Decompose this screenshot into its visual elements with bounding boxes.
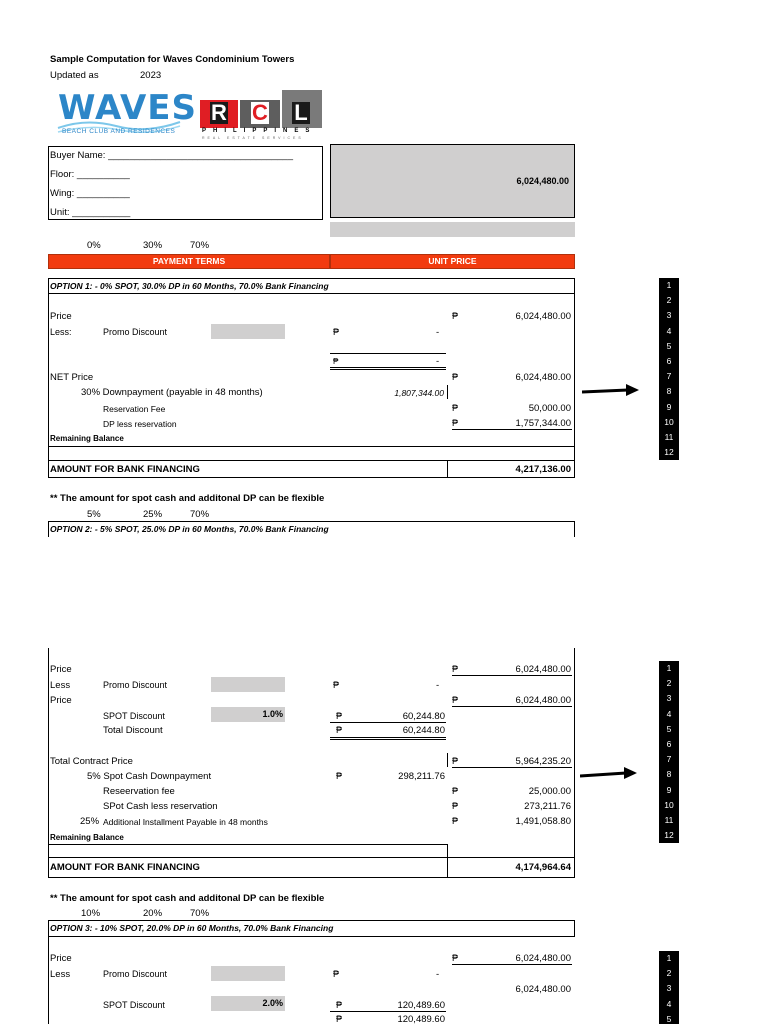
option3-title: OPTION 3: - 10% SPOT, 20.0% DP in 60 Months, 70.0% Bank Financing <box>50 923 334 933</box>
peso-icon: ₱ <box>452 953 459 963</box>
row-number: 10 <box>664 416 674 427</box>
opt2-note: ** The amount for spot cash and additonal DP can be flexible <box>50 893 325 904</box>
opt2-res-label: Reseervation fee <box>103 786 175 797</box>
opt2-price2-value: 6,024,480.00 <box>515 695 571 706</box>
waves-wordmark: WAVES <box>58 88 198 128</box>
waves-tagline: BEACH CLUB AND RESIDENCES <box>62 128 176 135</box>
row-number: 8 <box>666 386 672 397</box>
opt1-pct-spot: 0% <box>87 240 101 251</box>
row-number: 3 <box>666 983 672 994</box>
updated-year: 2023 <box>140 70 162 81</box>
opt2-pct-bank: 70% <box>190 509 210 520</box>
opt1-price-label: Price <box>50 311 72 322</box>
row-number: 2 <box>666 678 672 689</box>
waves-logo <box>56 88 198 140</box>
buyer-floor-field[interactable]: Floor: __________ <box>50 169 130 180</box>
row-number: 10 <box>664 799 674 810</box>
row-number: 1 <box>666 663 672 673</box>
row-number: 6 <box>666 355 672 366</box>
opt3-promo-value: - <box>436 969 440 980</box>
peso-icon: ₱ <box>452 801 459 811</box>
row-number-column <box>659 278 679 460</box>
row-number: 2 <box>666 295 672 306</box>
opt1-bank-label: AMOUNT FOR BANK FINANCING <box>50 464 200 475</box>
opt1-less-label: Less: <box>50 327 72 337</box>
row-number: 5 <box>666 340 672 351</box>
row-number: 1 <box>666 280 672 290</box>
peso-icon: ₱ <box>333 969 340 979</box>
opt2-bank-value: 4,174,964.64 <box>515 862 571 873</box>
row-number: 3 <box>666 310 672 321</box>
opt3-spot-label: SPOT Discount <box>103 1000 165 1010</box>
row-number: 4 <box>666 708 672 719</box>
peso-icon: ₱ <box>333 357 339 366</box>
opt3-pct-bank: 70% <box>190 908 210 919</box>
option2-title: OPTION 2: - 5% SPOT, 25.0% DP in 60 Months, 70.0% Bank Financing <box>50 524 329 534</box>
opt2-pct-spot: 5% <box>87 509 101 520</box>
opt2-spot-dp-value: 298,211.76 <box>398 771 445 782</box>
opt1-res-value: 50,000.00 <box>528 403 571 414</box>
row-number: 11 <box>664 431 674 442</box>
opt2-total-disc-label: Total Discount <box>103 725 163 736</box>
opt2-tcp-label: Total Contract Price <box>50 756 133 767</box>
peso-icon: ₱ <box>452 664 459 674</box>
opt3-promo-label: Promo Discount <box>103 969 168 979</box>
opt2-add-pct: 25% <box>80 816 100 827</box>
opt2-remaining-label: Remaining Balance <box>50 833 124 842</box>
opt3-spot-pct[interactable]: 2.0% <box>211 996 285 1011</box>
arrow-right-icon <box>582 383 640 399</box>
peso-icon: ₱ <box>452 756 459 766</box>
peso-icon: ₱ <box>336 1014 343 1024</box>
row-number: 12 <box>664 830 674 841</box>
opt2-tcp-value: 5,964,235.20 <box>515 756 571 767</box>
row-number: 9 <box>666 401 672 412</box>
opt1-subtotal: - <box>436 356 440 367</box>
opt2-promo-value: - <box>436 680 440 691</box>
opt2-pct-dp: 25% <box>143 509 163 520</box>
rcl-tagline-2: REAL ESTATE SERVICES <box>202 136 304 140</box>
opt1-dp-label: 30% Downpayment (payable in 48 months) <box>81 387 263 398</box>
row-number: 4 <box>666 998 672 1009</box>
opt2-spot-dp-label: 5% Spot Cash Downpayment <box>87 771 212 782</box>
row-number-column <box>659 951 679 1024</box>
row-number: 9 <box>666 784 672 795</box>
peso-icon: ₱ <box>336 771 343 781</box>
opt2-promo-input[interactable] <box>211 677 285 692</box>
opt1-dpless-label: DP less reservation <box>103 419 177 429</box>
opt1-net-value: 6,024,480.00 <box>515 372 571 383</box>
header-unit-price: UNIT PRICE <box>330 254 575 269</box>
peso-icon: ₱ <box>336 711 343 721</box>
peso-icon: ₱ <box>336 725 343 735</box>
header-payment-terms: PAYMENT TERMS <box>48 254 330 269</box>
opt2-less-label: Less <box>50 680 71 691</box>
peso-icon: ₱ <box>452 786 459 796</box>
opt3-spot-value: 120,489.60 <box>397 1000 445 1011</box>
rcl-letter-r: R <box>211 100 227 125</box>
opt1-pct-bank: 70% <box>190 240 210 251</box>
opt2-add-value: 1,491,058.80 <box>515 816 571 827</box>
opt2-price-label: Price <box>50 664 72 675</box>
opt1-net-label: NET Price <box>50 372 94 383</box>
buyer-unit-field[interactable]: Unit: ___________ <box>50 207 131 218</box>
opt2-spot-label: SPOT Discount <box>103 711 165 721</box>
opt3-pct-spot: 10% <box>81 908 101 919</box>
opt1-pct-dp: 30% <box>143 240 163 251</box>
opt1-promo-value: - <box>436 327 440 338</box>
opt3-pct-dp: 20% <box>143 908 163 919</box>
opt1-remaining-label: Remaining Balance <box>50 434 124 443</box>
rcl-letter-c: C <box>252 100 268 125</box>
opt1-promo-input[interactable] <box>211 324 285 339</box>
peso-icon: ₱ <box>333 680 340 690</box>
buyer-name-field[interactable]: Buyer Name: ___________________________________ <box>50 150 293 161</box>
opt2-total-disc-value: 60,244.80 <box>402 725 445 736</box>
row-number: 3 <box>666 693 672 704</box>
opt2-price-value: 6,024,480.00 <box>515 664 571 675</box>
peso-icon: ₱ <box>336 1000 343 1010</box>
gray-bar <box>330 222 575 237</box>
row-number: 7 <box>666 754 672 765</box>
updated-label: Updated as <box>50 70 99 81</box>
opt1-promo-label: Promo Discount <box>103 327 168 337</box>
rcl-logo <box>200 90 322 142</box>
opt2-bank-label: AMOUNT FOR BANK FINANCING <box>50 862 200 873</box>
opt3-less-label: Less <box>50 969 71 980</box>
row-number: 1 <box>666 953 672 963</box>
peso-icon: ₱ <box>452 311 459 321</box>
row-number: 8 <box>666 769 672 780</box>
opt3-total-disc-value: 120,489.60 <box>397 1014 445 1025</box>
opt3-price2-value: 6,024,480.00 <box>515 984 571 995</box>
opt3-price-label: Price <box>50 953 72 964</box>
row-number: 6 <box>666 738 672 749</box>
opt2-res-value: 25,000.00 <box>528 786 571 797</box>
peso-icon: ₱ <box>452 403 459 413</box>
row-number: 11 <box>664 814 674 825</box>
opt2-spot-value: 60,244.80 <box>402 711 445 722</box>
row-number: 2 <box>666 968 672 979</box>
peso-icon: ₱ <box>452 816 459 826</box>
peso-icon: ₱ <box>333 327 340 337</box>
row-number: 7 <box>666 371 672 382</box>
peso-icon: ₱ <box>452 695 459 705</box>
opt1-dp-value: 1,807,344.00 <box>394 388 444 398</box>
row-number: 4 <box>666 325 672 336</box>
buyer-wing-field[interactable]: Wing: __________ <box>50 188 130 199</box>
doc-title: Sample Computation for Waves Condominium Towers <box>50 54 295 65</box>
rcl-letter-l: L <box>292 102 310 124</box>
peso-icon: ₱ <box>452 372 459 382</box>
opt2-spot-pct[interactable]: 1.0% <box>211 707 285 722</box>
opt2-spotless-label: SPot Cash less reservation <box>103 801 218 812</box>
rcl-tagline: PHILIPPINES <box>202 128 317 134</box>
opt1-bank-value: 4,217,136.00 <box>515 464 571 475</box>
opt3-price-value: 6,024,480.00 <box>515 953 571 964</box>
opt1-price-value: 6,024,480.00 <box>515 311 571 322</box>
row-number-column <box>659 661 679 843</box>
opt2-add-label: Additional Installment Payable in 48 months <box>103 817 268 827</box>
opt2-promo-label: Promo Discount <box>103 680 168 690</box>
opt1-dpless-value: 1,757,344.00 <box>515 418 571 429</box>
opt2-spotless-value: 273,211.76 <box>524 801 571 812</box>
peso-icon: ₱ <box>452 418 459 428</box>
arrow-right-icon <box>580 766 638 782</box>
opt1-res-label: Reservation Fee <box>103 404 166 414</box>
row-number: 12 <box>664 447 674 458</box>
row-number: 5 <box>666 723 672 734</box>
row-number: 5 <box>666 1013 672 1024</box>
option1-title: OPTION 1: - 0% SPOT, 30.0% DP in 60 Months, 70.0% Bank Financing <box>50 281 329 291</box>
unit-price-value: 6,024,480.00 <box>516 176 569 186</box>
opt1-note: ** The amount for spot cash and additonal DP can be flexible <box>50 493 325 504</box>
opt2-price2-label: Price <box>50 695 72 706</box>
opt3-promo-input[interactable] <box>211 966 285 981</box>
